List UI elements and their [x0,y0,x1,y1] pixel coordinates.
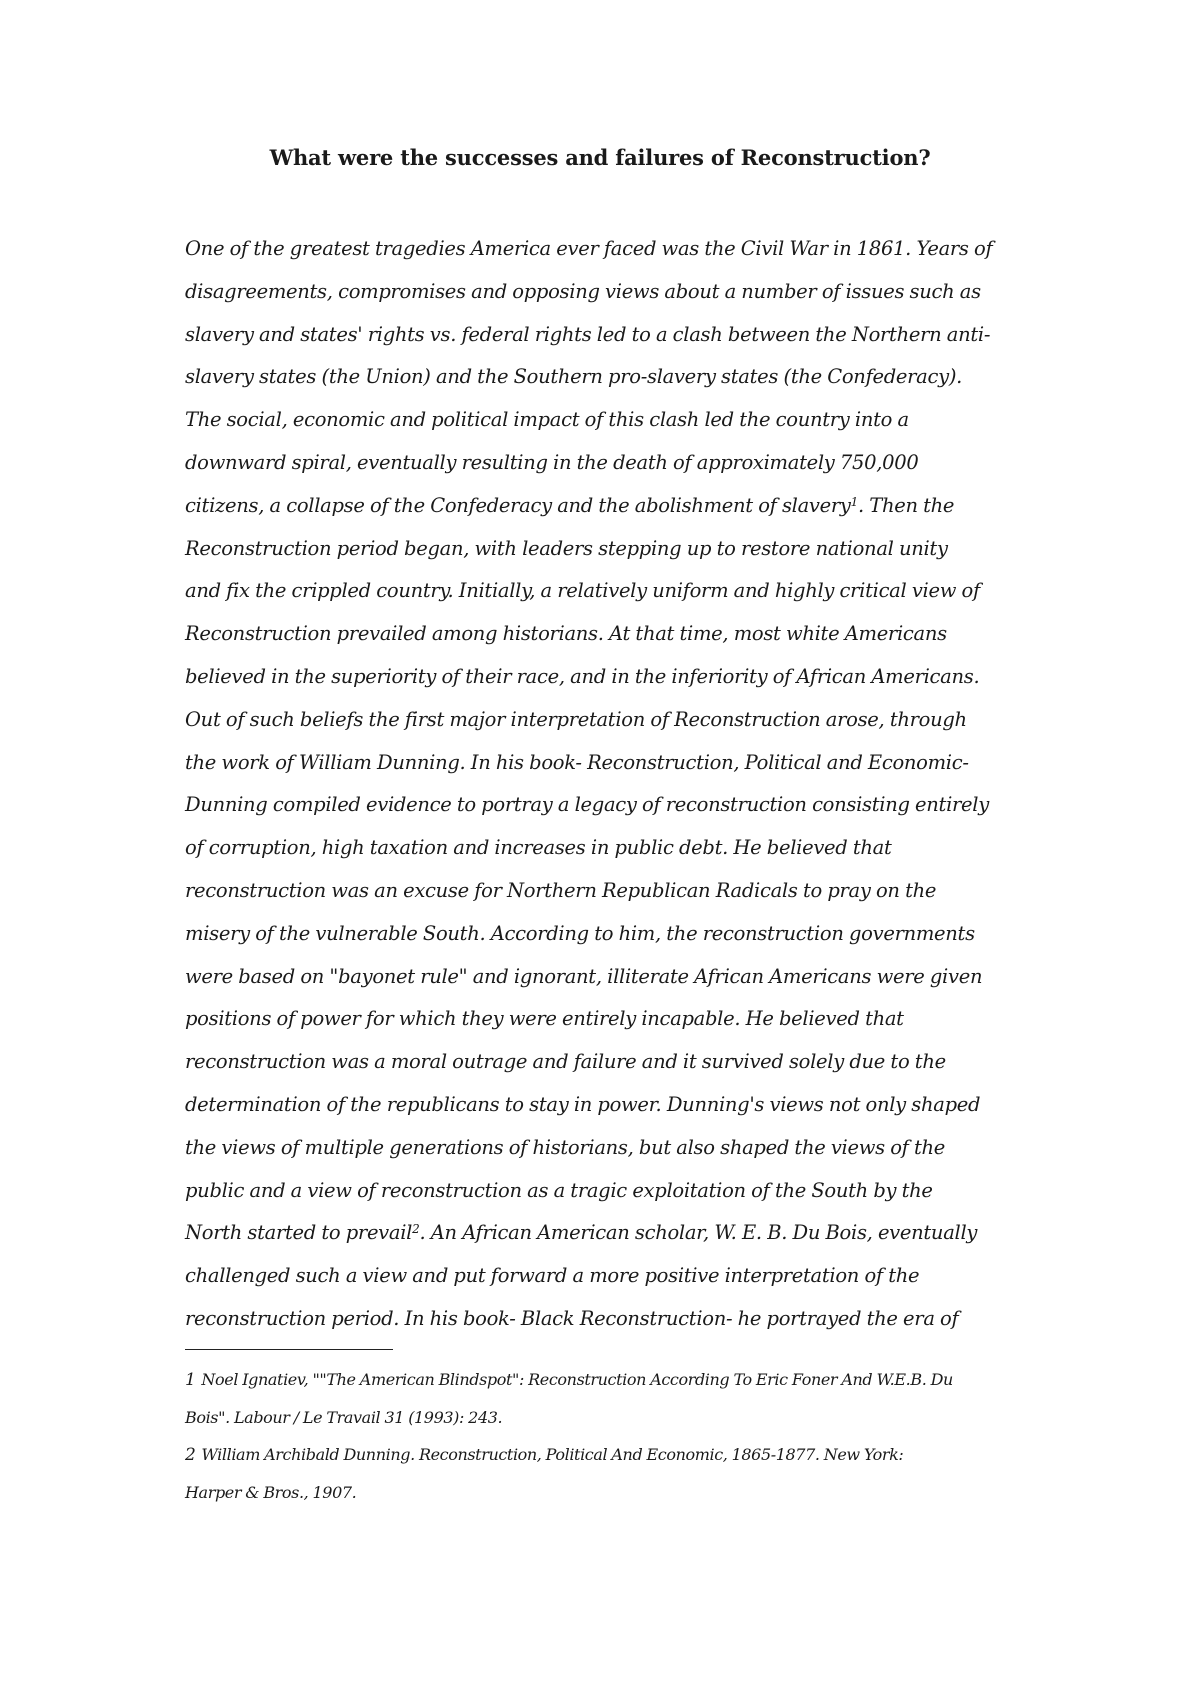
footnote-text: William Archibald Dunning. Reconstruction, Political And Economic, 1865-1877. New York: [201,1445,904,1464]
body-line: were based on "bayonet rule" and ignorant, illiterate African Americans were given [185,964,983,988]
body-line [185,1212,1035,1255]
body-line: slavery and states' rights vs. federal rights led to a clash between the Northern anti- [185,322,991,346]
footnote-line: Bois". Labour / Le Travail 31 (1993): 243. [185,1408,503,1427]
body-line: of corruption, high taxation and increases in public debt. He believed that [185,836,892,860]
body-line-text: citizens, a collapse of the Confederacy and the abolishment of slavery [185,493,851,517]
footnote-2 [185,1436,1035,1511]
body-line: disagreements, compromises and opposing views about a number of issues such as [185,279,981,303]
body-line: reconstruction was a moral outrage and failure and it survived solely due to the [185,1050,946,1074]
body-line: determination of the republicans to stay in power. Dunning's views not only shaped [185,1092,981,1116]
body-line-text: . Then the [857,493,955,517]
body-line: The social, economic and political impact of this clash led the country into a [185,408,909,432]
body-line: Out of such beliefs the first major interpretation of Reconstruction arose, through [185,707,967,731]
document-title: What were the successes and failures of Reconstruction? [269,145,931,170]
body-line: Dunning compiled evidence to portray a legacy of reconstruction consisting entirely [185,793,989,817]
body-line: challenged such a view and put forward a more positive interpretation of the [185,1264,920,1288]
body-line: and fix the crippled country. Initially, a relatively uniform and highly critical view of [185,579,980,603]
body-line: Reconstruction prevailed among historians. At that time, most white Americans [185,622,947,646]
body-line: the work of William Dunning. In his book- Reconstruction, Political and Economic- [185,750,969,774]
body-line: the views of multiple generations of historians, but also shaped the views of the [185,1135,946,1159]
body-line: slavery states (the Union) and the Southern pro-slavery states (the Confederacy). [185,365,963,389]
footnote-number: 1 [185,1370,196,1390]
body-line: Reconstruction period began, with leaders stepping up to restore national unity [185,536,948,560]
footnote-number: 2 [185,1445,196,1465]
footnote-line [185,1436,1035,1474]
body-line: One of the greatest tragedies America ever faced was the Civil War in 1861. Years of [185,237,993,260]
body-line-text: North started to prevail [185,1221,413,1245]
footnote-line [185,1361,1035,1399]
body-line-text: . An African American scholar, W. E. B. Du Bois, eventually [419,1221,978,1245]
body-line: reconstruction period. In his book- Black Reconstruction- he portrayed the era of [185,1306,959,1330]
body-paragraph [185,228,1035,1341]
footnote-ref-1[interactable]: 1 [850,494,858,509]
footnote-separator [185,1349,393,1350]
body-line [185,485,1035,528]
body-line: public and a view of reconstruction as a tragic exploitation of the South by the [185,1178,933,1202]
footnote-1 [185,1361,1035,1436]
body-line: believed in the superiority of their race, and in the inferiority of African Americans. [185,664,980,688]
footnote-ref-2[interactable]: 2 [412,1222,420,1237]
body-line: misery of the vulnerable South. According to him, the reconstruction governments [185,921,975,945]
footnote-text: Noel Ignatiev, ""The American Blindspot": Reconstruction According To Eric Foner And W.E.B. Du [201,1370,953,1389]
body-line: downward spiral, eventually resulting in the death of approximately 750,000 [185,450,919,474]
body-line: positions of power for which they were entirely incapable. He believed that [185,1007,904,1031]
footnote-line: Harper & Bros., 1907. [185,1483,357,1502]
body-line: reconstruction was an excuse for Northern Republican Radicals to pray on the [185,878,937,902]
footnotes [185,1361,1035,1511]
